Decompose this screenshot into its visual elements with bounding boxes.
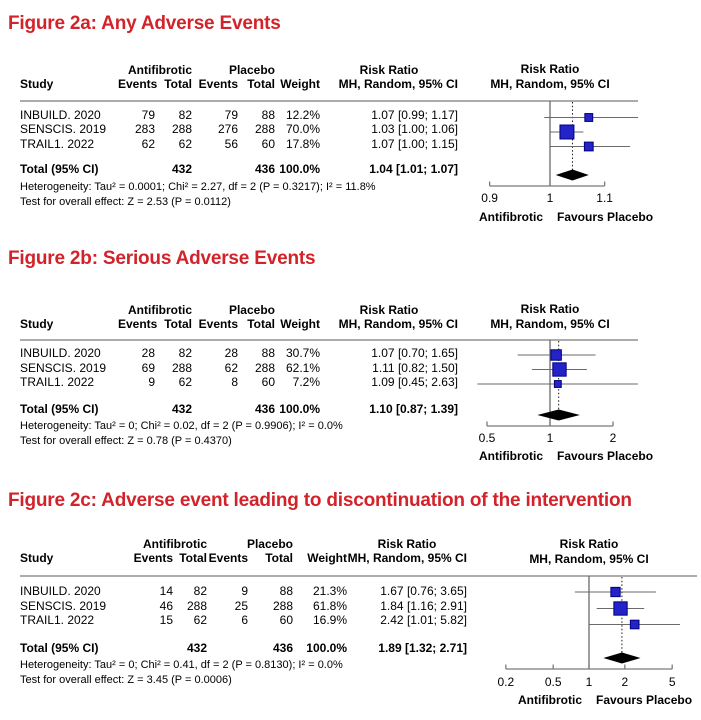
risk-ratio-cell: 1.67 [0.76; 3.65] bbox=[380, 584, 467, 598]
study-name: TRAIL1. 2022 bbox=[20, 613, 95, 627]
heterogeneity-note: Heterogeneity: Tau² = 0; Chi² = 0.41, df = 2 (P = 0.8130); I² = 0.0% bbox=[20, 659, 343, 671]
weight-cell: 61.8% bbox=[312, 598, 347, 613]
placebo-total: 60 bbox=[261, 136, 275, 151]
placebo-total: 88 bbox=[261, 346, 275, 360]
placebo-total: 288 bbox=[254, 122, 275, 136]
total-antifibrotic: 432 bbox=[186, 641, 207, 655]
group-antifibrotic-label: Antifibrotic bbox=[128, 303, 192, 317]
antifibrotic-events: 9 bbox=[148, 375, 155, 389]
header-events1: Events bbox=[118, 77, 158, 91]
header-total2: Total bbox=[247, 77, 275, 91]
total-row bbox=[20, 402, 458, 416]
header-rr-ci: MH, Random, 95% CI bbox=[338, 77, 458, 91]
header-weight: Weight bbox=[307, 551, 347, 565]
study-name: INBUILD. 2020 bbox=[20, 346, 101, 360]
risk-ratio-cell: 2.42 [1.01; 5.82] bbox=[380, 613, 467, 627]
weight-cell: 21.3% bbox=[312, 584, 347, 598]
placebo-events: 25 bbox=[234, 598, 248, 613]
axis-label-right: Favours Placebo bbox=[557, 449, 654, 463]
plot-title: Risk Ratio bbox=[520, 302, 580, 316]
header-study: Study bbox=[20, 317, 54, 331]
axis-label-right: Favours Placebo bbox=[596, 693, 693, 707]
overall-effect-note: Test for overall effect: Z = 3.45 (P = 0.0006) bbox=[20, 674, 232, 686]
group-placebo-label: Placebo bbox=[228, 63, 275, 77]
group-antifibrotic-label: Antifibrotic bbox=[128, 63, 192, 77]
study-row bbox=[20, 584, 467, 598]
plot-subtitle: MH, Random, 95% CI bbox=[529, 552, 649, 566]
column-header-row bbox=[20, 551, 467, 565]
total-antifibrotic: 432 bbox=[171, 162, 192, 176]
risk-ratio-cell: 1.07 [1.00; 1.15] bbox=[371, 136, 458, 151]
header-total1: Total bbox=[164, 77, 192, 91]
placebo-events: 79 bbox=[224, 107, 238, 122]
study-row bbox=[20, 613, 467, 627]
header-weight: Weight bbox=[280, 77, 320, 91]
group-placebo-label: Placebo bbox=[228, 303, 275, 317]
header-rr-ci: MH, Random, 95% CI bbox=[338, 317, 458, 331]
svg-text:5: 5 bbox=[668, 675, 676, 689]
antifibrotic-total: 62 bbox=[178, 136, 192, 151]
header-study: Study bbox=[20, 77, 54, 91]
risk-ratio-cell: 1.07 [0.70; 1.65] bbox=[371, 346, 458, 360]
weight-cell: 62.1% bbox=[285, 360, 320, 375]
antifibrotic-events: 62 bbox=[141, 136, 155, 151]
header-weight: Weight bbox=[280, 317, 320, 331]
study-row bbox=[20, 361, 458, 375]
total-weight: 100.0% bbox=[279, 162, 320, 176]
panel-figure-2b bbox=[0, 240, 701, 480]
svg-text:1.1: 1.1 bbox=[596, 191, 613, 205]
study-name: TRAIL1. 2022 bbox=[20, 375, 95, 389]
header-rr-ci: MH, Random, 95% CI bbox=[347, 551, 467, 565]
total-label: Total (95% CI) bbox=[20, 641, 99, 655]
heterogeneity-note: Heterogeneity: Tau² = 0.0001; Chi² = 2.27, df = 2 (P = 0.3217); I² = 11.8% bbox=[20, 181, 376, 193]
column-header-row bbox=[20, 77, 458, 91]
svg-text:0.9: 0.9 bbox=[481, 191, 498, 205]
placebo-events: 276 bbox=[217, 122, 238, 136]
group-header-row bbox=[20, 303, 458, 317]
group-antifibrotic-label: Antifibrotic bbox=[143, 537, 207, 551]
header-total2: Total bbox=[247, 317, 275, 331]
placebo-total: 88 bbox=[279, 584, 293, 598]
header-total2: Total bbox=[265, 551, 293, 565]
plot-subtitle: MH, Random, 95% CI bbox=[490, 77, 610, 91]
placebo-total: 288 bbox=[254, 360, 275, 375]
column-header-row bbox=[20, 317, 458, 331]
weight-cell: 30.7% bbox=[285, 346, 320, 360]
study-row bbox=[20, 375, 458, 389]
figure-2b-title: Figure 2b: Serious Adverse Events bbox=[8, 248, 316, 269]
svg-text:1: 1 bbox=[585, 675, 593, 689]
placebo-total: 60 bbox=[279, 613, 293, 627]
antifibrotic-total: 288 bbox=[171, 122, 192, 136]
risk-ratio-cell: 1.07 [0.99; 1.17] bbox=[371, 107, 458, 122]
header-events1: Events bbox=[133, 551, 173, 565]
plot-title: Risk Ratio bbox=[559, 537, 619, 551]
overall-effect-note: Test for overall effect: Z = 2.53 (P = 0.0112) bbox=[20, 196, 231, 208]
heterogeneity-note: Heterogeneity: Tau² = 0; Chi² = 0.02, df = 2 (P = 0.9906); I² = 0.0% bbox=[20, 420, 343, 432]
weight-cell: 17.8% bbox=[285, 136, 320, 151]
antifibrotic-events: 14 bbox=[159, 584, 173, 598]
total-risk-ratio: 1.04 [1.01; 1.07] bbox=[369, 162, 458, 176]
svg-text:1: 1 bbox=[546, 191, 554, 205]
total-label: Total (95% CI) bbox=[20, 162, 99, 176]
study-name: SENSCIS. 2019 bbox=[20, 122, 107, 136]
study-row bbox=[20, 599, 467, 613]
total-weight: 100.0% bbox=[279, 402, 320, 416]
antifibrotic-total: 288 bbox=[186, 598, 207, 613]
panel-figure-2a bbox=[0, 0, 701, 240]
weight-cell: 70.0% bbox=[285, 122, 320, 136]
study-name: TRAIL1. 2022 bbox=[20, 136, 95, 151]
study-name: INBUILD. 2020 bbox=[20, 107, 101, 122]
axis-label-right: Favours Placebo bbox=[557, 210, 654, 224]
plot-title: Risk Ratio bbox=[520, 62, 580, 76]
total-risk-ratio: 1.10 [0.87; 1.39] bbox=[369, 402, 458, 416]
total-placebo: 436 bbox=[254, 402, 275, 416]
antifibrotic-total: 62 bbox=[193, 613, 207, 627]
antifibrotic-total: 82 bbox=[193, 584, 207, 598]
risk-ratio-column-title: Risk Ratio bbox=[377, 537, 437, 551]
antifibrotic-events: 46 bbox=[159, 598, 173, 613]
figure-2a-title: Figure 2a: Any Adverse Events bbox=[8, 13, 281, 34]
study-name: SENSCIS. 2019 bbox=[20, 598, 107, 613]
antifibrotic-events: 79 bbox=[141, 107, 155, 122]
svg-text:1: 1 bbox=[546, 431, 554, 445]
total-antifibrotic: 432 bbox=[171, 402, 192, 416]
study-row bbox=[20, 122, 458, 136]
placebo-events: 28 bbox=[224, 346, 238, 360]
antifibrotic-events: 283 bbox=[134, 122, 155, 136]
risk-ratio-cell: 1.03 [1.00; 1.06] bbox=[371, 122, 458, 136]
antifibrotic-total: 288 bbox=[171, 360, 192, 375]
header-events2: Events bbox=[198, 317, 238, 331]
header-events2: Events bbox=[198, 77, 238, 91]
study-name: SENSCIS. 2019 bbox=[20, 360, 107, 375]
svg-text:2: 2 bbox=[621, 675, 629, 689]
total-label: Total (95% CI) bbox=[20, 402, 99, 416]
total-placebo: 436 bbox=[272, 641, 293, 655]
plot-subtitle: MH, Random, 95% CI bbox=[490, 317, 610, 331]
placebo-total: 288 bbox=[272, 598, 293, 613]
axis-label-left: Antifibrotic bbox=[479, 210, 543, 224]
header-events2: Events bbox=[208, 551, 248, 565]
antifibrotic-total: 62 bbox=[178, 375, 192, 389]
placebo-total: 88 bbox=[261, 107, 275, 122]
placebo-events: 62 bbox=[224, 360, 238, 375]
svg-text:2: 2 bbox=[609, 431, 617, 445]
panel-figure-2c bbox=[0, 480, 701, 720]
risk-ratio-column-title: Risk Ratio bbox=[359, 303, 419, 317]
risk-ratio-column-title: Risk Ratio bbox=[359, 63, 419, 77]
header-total1: Total bbox=[164, 317, 192, 331]
placebo-events: 6 bbox=[241, 613, 248, 627]
placebo-total: 60 bbox=[261, 375, 275, 389]
antifibrotic-total: 82 bbox=[178, 107, 192, 122]
group-header-row bbox=[20, 63, 458, 77]
axis-label-left: Antifibrotic bbox=[518, 693, 582, 707]
total-risk-ratio: 1.89 [1.32; 2.71] bbox=[378, 641, 467, 655]
axis-label-left: Antifibrotic bbox=[479, 449, 543, 463]
weight-cell: 7.2% bbox=[292, 375, 320, 389]
group-placebo-label: Placebo bbox=[246, 537, 293, 551]
risk-ratio-cell: 1.11 [0.82; 1.50] bbox=[372, 360, 458, 375]
group-header-row bbox=[20, 537, 467, 551]
antifibrotic-events: 69 bbox=[141, 360, 155, 375]
risk-ratio-cell: 1.84 [1.16; 2.91] bbox=[380, 598, 467, 613]
svg-text:0.5: 0.5 bbox=[478, 431, 496, 445]
header-study: Study bbox=[20, 551, 54, 565]
svg-text:0.5: 0.5 bbox=[544, 675, 562, 689]
weight-cell: 16.9% bbox=[312, 613, 347, 627]
antifibrotic-events: 15 bbox=[159, 613, 173, 627]
study-name: INBUILD. 2020 bbox=[20, 584, 101, 598]
total-row bbox=[20, 641, 467, 655]
svg-text:0.2: 0.2 bbox=[497, 675, 515, 689]
study-row bbox=[20, 346, 458, 360]
header-events1: Events bbox=[118, 317, 158, 331]
total-placebo: 436 bbox=[254, 162, 275, 176]
antifibrotic-total: 82 bbox=[178, 346, 192, 360]
study-row bbox=[20, 137, 458, 151]
antifibrotic-events: 28 bbox=[141, 346, 155, 360]
header-total1: Total bbox=[179, 551, 207, 565]
weight-cell: 12.2% bbox=[285, 107, 320, 122]
figure-2c-title: Figure 2c: Adverse event leading to discontinuation of the intervention bbox=[8, 490, 632, 511]
placebo-events: 56 bbox=[224, 136, 238, 151]
total-weight: 100.0% bbox=[306, 641, 347, 655]
placebo-events: 9 bbox=[241, 584, 248, 598]
total-row bbox=[20, 162, 458, 176]
placebo-events: 8 bbox=[231, 375, 238, 389]
study-row bbox=[20, 108, 458, 122]
overall-effect-note: Test for overall effect: Z = 0.78 (P = 0.4370) bbox=[20, 435, 232, 447]
risk-ratio-cell: 1.09 [0.45; 2.63] bbox=[371, 375, 458, 389]
